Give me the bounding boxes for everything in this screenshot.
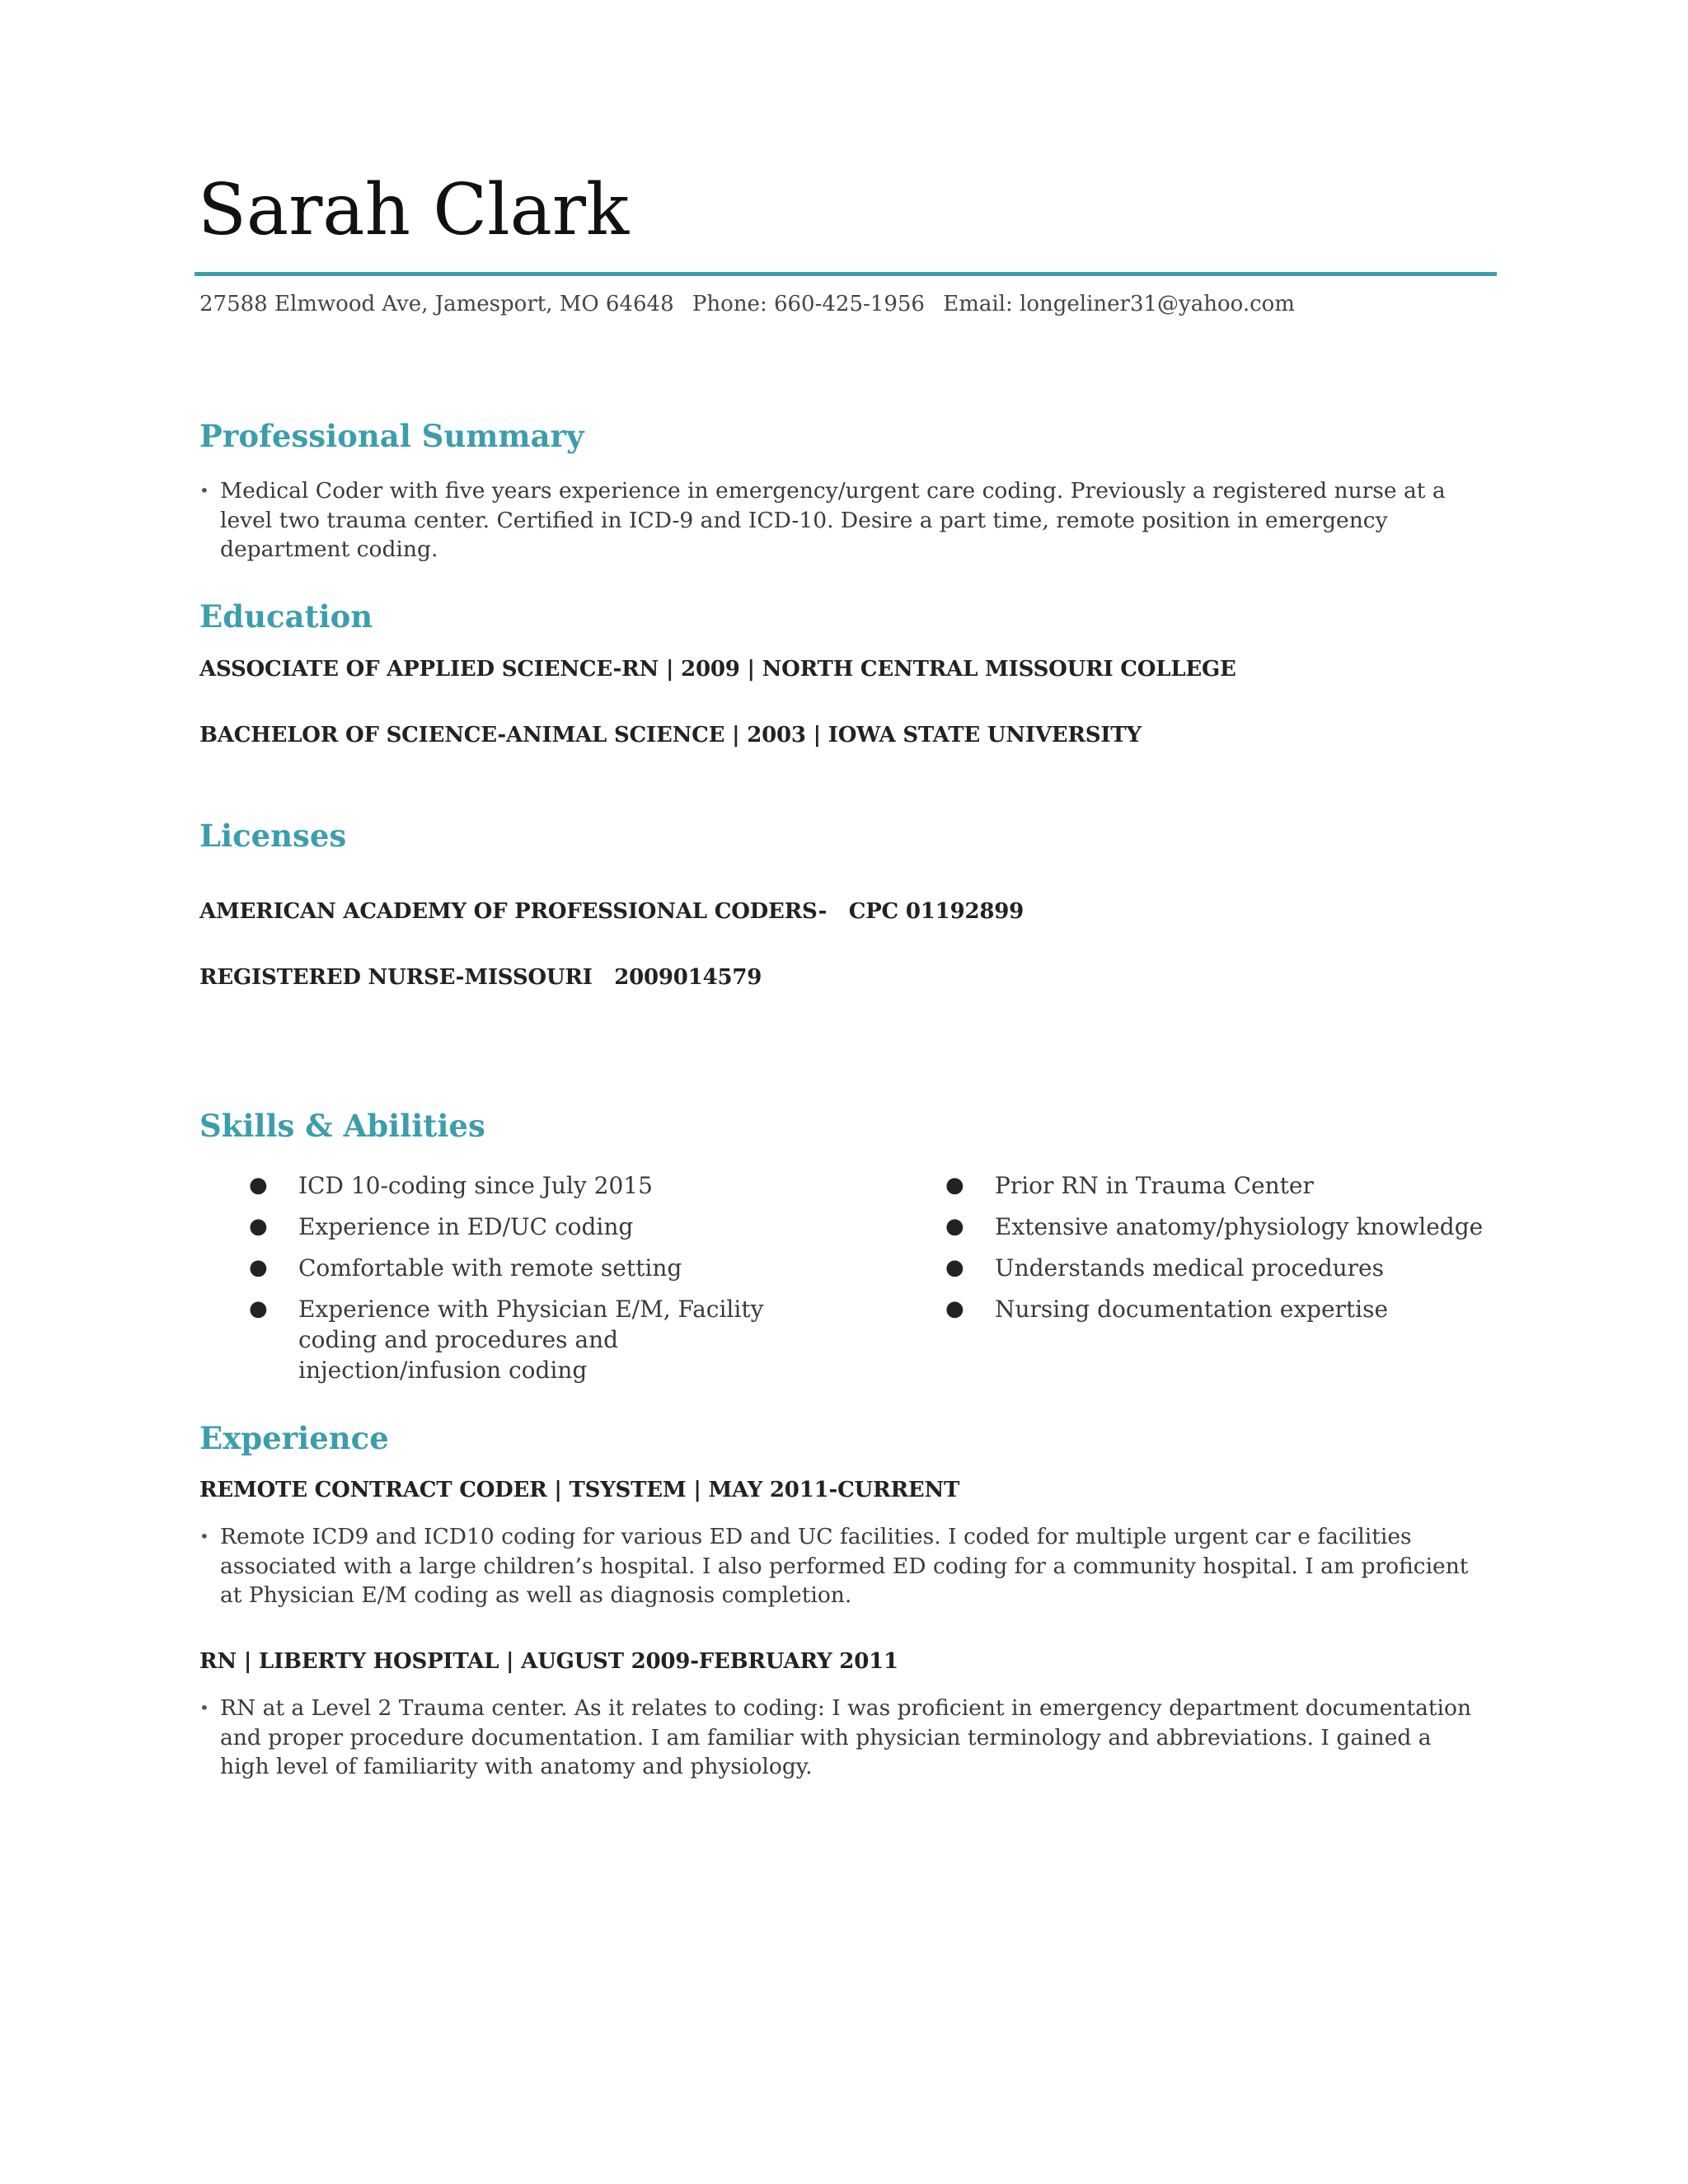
bullet-icon: ● xyxy=(945,1214,964,1239)
bullet-icon: • xyxy=(199,1526,209,1546)
skills-list-left xyxy=(249,1170,875,1396)
skill-text: Comfortable with remote setting xyxy=(298,1254,682,1282)
education-heading: Education xyxy=(199,598,373,635)
bullet-icon: ● xyxy=(249,1296,268,1321)
job-description xyxy=(199,1694,1485,1782)
bullet-icon: ● xyxy=(249,1173,268,1197)
skill-text: Experience in ED/UC coding xyxy=(298,1213,634,1240)
candidate-name: Sarah Clark xyxy=(198,169,630,251)
bullet-icon: ● xyxy=(945,1173,964,1197)
licenses-heading: Licenses xyxy=(199,818,347,854)
header-divider xyxy=(195,272,1497,276)
bullet-icon: • xyxy=(199,1698,209,1718)
job-title: RN | LIBERTY HOSPITAL | AUGUST 2009-FEBRUARY 2011 xyxy=(199,1649,898,1674)
summary-text xyxy=(199,476,1485,565)
list-item xyxy=(249,1294,809,1385)
job-description xyxy=(199,1522,1485,1610)
skill-text: ICD 10-coding since July 2015 xyxy=(298,1172,653,1199)
experience-heading: Experience xyxy=(199,1420,389,1456)
bullet-icon: ● xyxy=(249,1214,268,1239)
list-item xyxy=(945,1294,1572,1324)
job-description-text: Remote ICD9 and ICD10 coding for various ED and UC facilities. I coded for multiple urgent car e facilities associated with a large children’s hospital. I also performed ED coding for a community hospital. I am proficient at Physician E/M coding as well as diagnosis completion. xyxy=(220,1524,1469,1608)
list-item xyxy=(945,1253,1572,1283)
list-item xyxy=(945,1212,1572,1242)
list-item xyxy=(249,1253,875,1283)
skill-text: Understands medical procedures xyxy=(995,1254,1384,1282)
list-item xyxy=(945,1170,1572,1201)
summary-paragraph: Medical Coder with five years experience in emergency/urgent care coding. Previously a registered nurse at a level two trauma center. Certified in ICD-9 and ICD-10. Desire a part time, remote position in emergency department coding. xyxy=(220,478,1446,562)
license-item: REGISTERED NURSE-MISSOURI 2009014579 xyxy=(199,965,762,990)
job-title: REMOTE CONTRACT CODER | TSYSTEM | MAY 2011-CURRENT xyxy=(199,1478,960,1502)
bullet-icon: ● xyxy=(945,1255,964,1280)
job-description-text: RN at a Level 2 Trauma center. As it relates to coding: I was proficient in emergency department documentation and proper procedure documentation. I am familiar with physician terminology and abbreviations. I gained a high level of familiarity with anatomy and physiology. xyxy=(220,1695,1472,1779)
list-item xyxy=(249,1212,875,1242)
phone: Phone: 660-425-1956 xyxy=(692,292,925,316)
skills-heading: Skills & Abilities xyxy=(199,1108,485,1144)
summary-heading: Professional Summary xyxy=(199,418,584,454)
address: 27588 Elmwood Ave, Jamesport, MO 64648 xyxy=(199,292,674,316)
email: Email: longeliner31@yahoo.com xyxy=(943,292,1295,316)
skills-list-right xyxy=(945,1170,1572,1335)
skill-text: Nursing documentation expertise xyxy=(995,1296,1389,1323)
license-item: AMERICAN ACADEMY OF PROFESSIONAL CODERS- CPC 01192899 xyxy=(199,899,1025,924)
contact-line xyxy=(199,292,1306,316)
education-item: ASSOCIATE OF APPLIED SCIENCE-RN | 2009 | NORTH CENTRAL MISSOURI COLLEGE xyxy=(199,657,1236,682)
bullet-icon: ● xyxy=(249,1255,268,1280)
education-item: BACHELOR OF SCIENCE-ANIMAL SCIENCE | 2003 | IOWA STATE UNIVERSITY xyxy=(199,723,1142,748)
skill-text: Experience with Physician E/M, Facility coding and procedures and injection/infusion coding xyxy=(298,1296,764,1384)
skill-text: Prior RN in Trauma Center xyxy=(995,1172,1314,1199)
skill-text: Extensive anatomy/physiology knowledge xyxy=(995,1213,1484,1240)
bullet-icon: • xyxy=(199,480,209,500)
list-item xyxy=(249,1170,875,1201)
bullet-icon: ● xyxy=(945,1296,964,1321)
